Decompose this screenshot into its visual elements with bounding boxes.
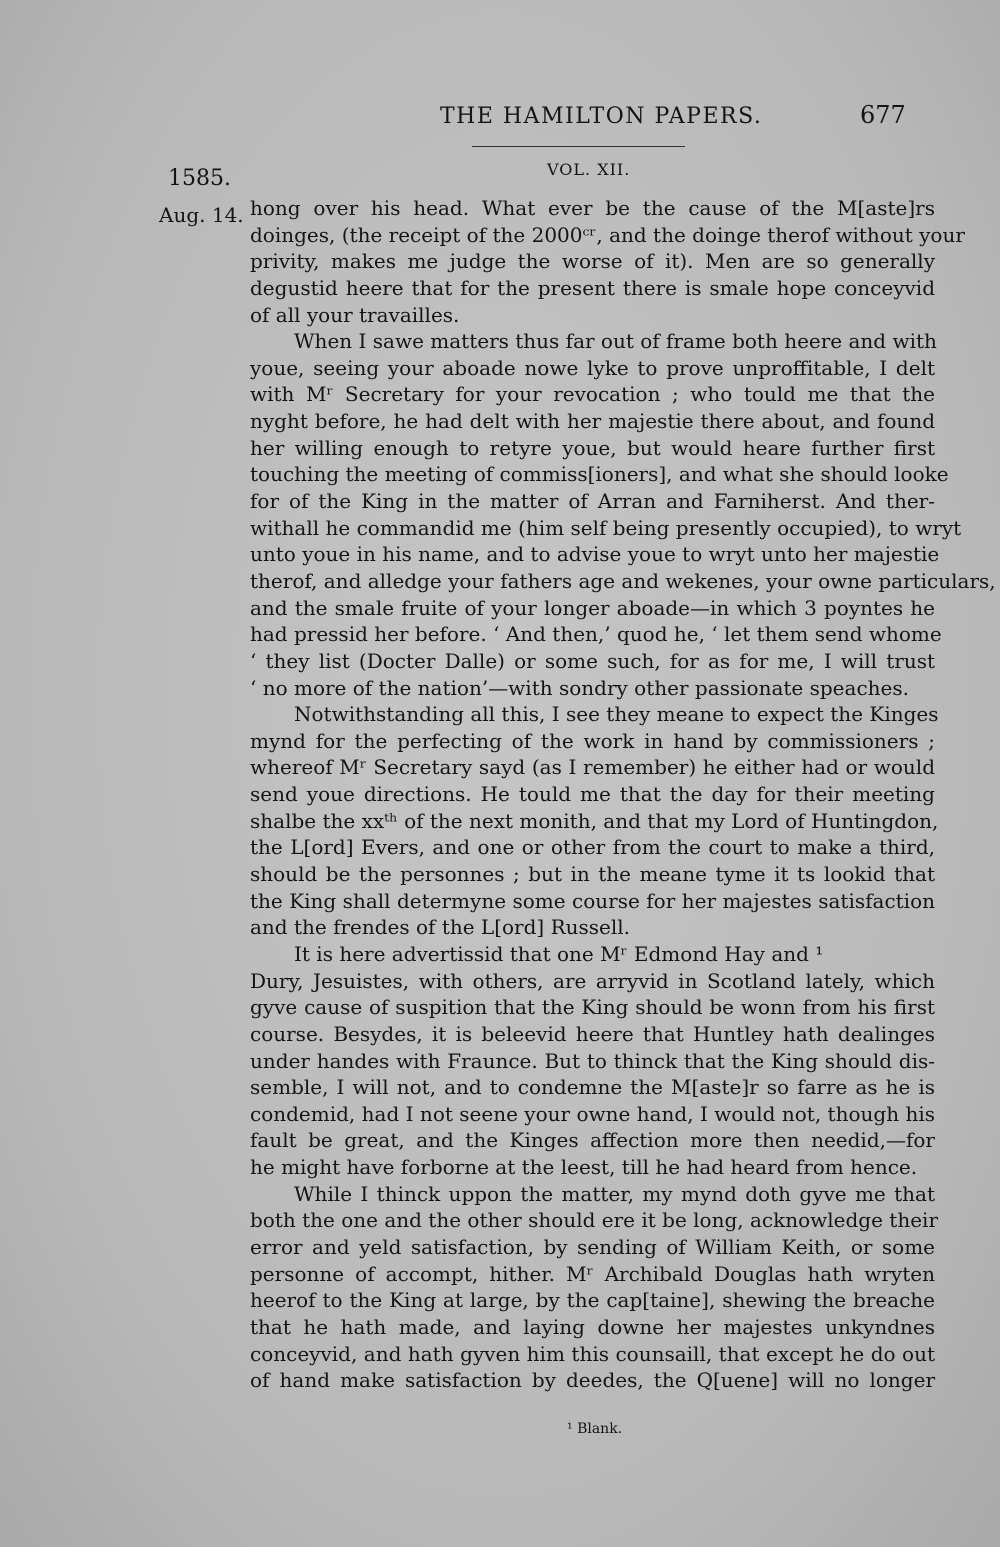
letter-body [250, 195, 996, 1394]
body-line: he might have forborne at the leest, till he had heard from hence. [250, 1155, 918, 1180]
body-line: therof, and alledge your fathers age and wekenes, your owne particulars, [250, 568, 996, 593]
body-line: both the one and the other should ere it be long, acknowledge their [250, 1208, 938, 1233]
body-line: When I sawe matters thus far out of frame both heere and with [294, 329, 937, 354]
body-line: nyght before, he had delt with her majestie there about, and found [250, 409, 935, 434]
volume-label: VOL. XII. [547, 160, 631, 179]
body-line: heerof to the King at large, by the cap[taine], shewing the breache [250, 1288, 935, 1313]
body-line: and the frendes of the L[ord] Russell. [250, 915, 631, 940]
body-line: whereof Mʳ Secretary sayd (as I remember) he either had or would [250, 755, 935, 780]
body-line: touching the meeting of commiss[ioners], and what she should looke [250, 462, 949, 487]
body-line: and the smale fruite of your longer aboade—in which 3 poyntes he [250, 595, 935, 620]
body-line: conceyvid, and hath gyven him this counsaill, that except he do out [250, 1341, 935, 1366]
year-label: 1585. [168, 166, 231, 191]
body-line: course. Besydes, it is beleevid heere that Huntley hath dealinges [250, 1021, 935, 1046]
body-line: of all your travailles. [250, 302, 460, 327]
body-line: should be the personnes ; but in the meane tyme it ts lookid that [250, 862, 935, 887]
header-rule [472, 146, 685, 147]
body-line: fault be great, and the Kinges affection more then needid,—for [250, 1128, 935, 1153]
body-line: hong over his head. What ever be the cause of the M[aste]rs [250, 196, 935, 220]
body-line: unto youe in his name, and to advise youe to wryt unto her majestie [250, 542, 940, 567]
body-line: semble, I will not, and to condemne the M[aste]r so farre as he is [250, 1075, 935, 1100]
body-line: of hand make satisfaction by deedes, the Q[uene] will no longer [250, 1368, 935, 1393]
body-line: ‘ they list (Docter Dalle) or some such, for as for me, I will trust [250, 648, 935, 673]
page-number: 677 [860, 101, 906, 129]
body-line: personne of accompt, hither. Mʳ Archibald Douglas hath wryten [250, 1261, 935, 1286]
body-line: While I thinck uppon the matter, my mynd doth gyve me that [294, 1181, 935, 1206]
body-line: ‘ no more of the nation’—with sondry other passionate speaches. [250, 675, 909, 700]
body-line: It is here advertissid that one Mʳ Edmond Hay and ¹ [294, 941, 824, 966]
body-line: under handes with Fraunce. But to thinck that the King should dis- [250, 1048, 935, 1073]
entry-date: Aug. 14. [159, 203, 244, 227]
body-line: with Mʳ Secretary for your revocation ; who tould me that the [250, 382, 935, 407]
body-line: had pressid her before. ‘ And then,’ quod he, ‘ let them send whome [250, 622, 942, 647]
footnote: ¹ Blank. [567, 1421, 623, 1437]
body-line: her willing enough to retyre youe, but would heare further first [250, 435, 935, 460]
body-line: Notwithstanding all this, I see they meane to expect the Kinges [294, 702, 939, 727]
running-head-title: THE HAMILTON PAPERS. [440, 104, 763, 129]
body-line: the L[ord] Evers, and one or other from the court to make a third, [250, 835, 935, 860]
body-line: doinges, (the receipt of the 2000ᶜʳ, and the doinge therof without your [250, 222, 965, 247]
body-line: the King shall determyne some course for her majestes satisfaction [250, 888, 935, 913]
body-line: condemid, had I not seene your owne hand, I would not, though his [250, 1101, 935, 1126]
body-line: Dury, Jesuistes, with others, are arryvid in Scotland lately, which [250, 968, 935, 993]
body-line: youe, seeing your aboade nowe lyke to prove unproffitable, I delt [250, 355, 935, 380]
body-line: mynd for the perfecting of the work in hand by commissioners ; [250, 728, 935, 753]
body-line: withall he commandid me (him self being presently occupied), to wryt [250, 515, 962, 540]
body-line: degustid heere that for the present there is smale hope conceyvid [250, 275, 935, 300]
body-line: error and yeld satisfaction, by sending of William Keith, or some [250, 1234, 935, 1259]
body-line: shalbe the xxᵗʰ of the next monith, and that my Lord of Huntingdon, [250, 808, 939, 833]
body-line: privity, makes me judge the worse of it). Men are so generally [250, 249, 935, 274]
body-line: send youe directions. He tould me that the day for their meeting [250, 782, 935, 807]
body-line: for of the King in the matter of Arran and Farniherst. And ther- [250, 489, 935, 514]
body-line: that he hath made, and laying downe her majestes unkyndnes [250, 1314, 935, 1339]
body-line: gyve cause of suspition that the King should be wonn from his first [250, 995, 935, 1020]
